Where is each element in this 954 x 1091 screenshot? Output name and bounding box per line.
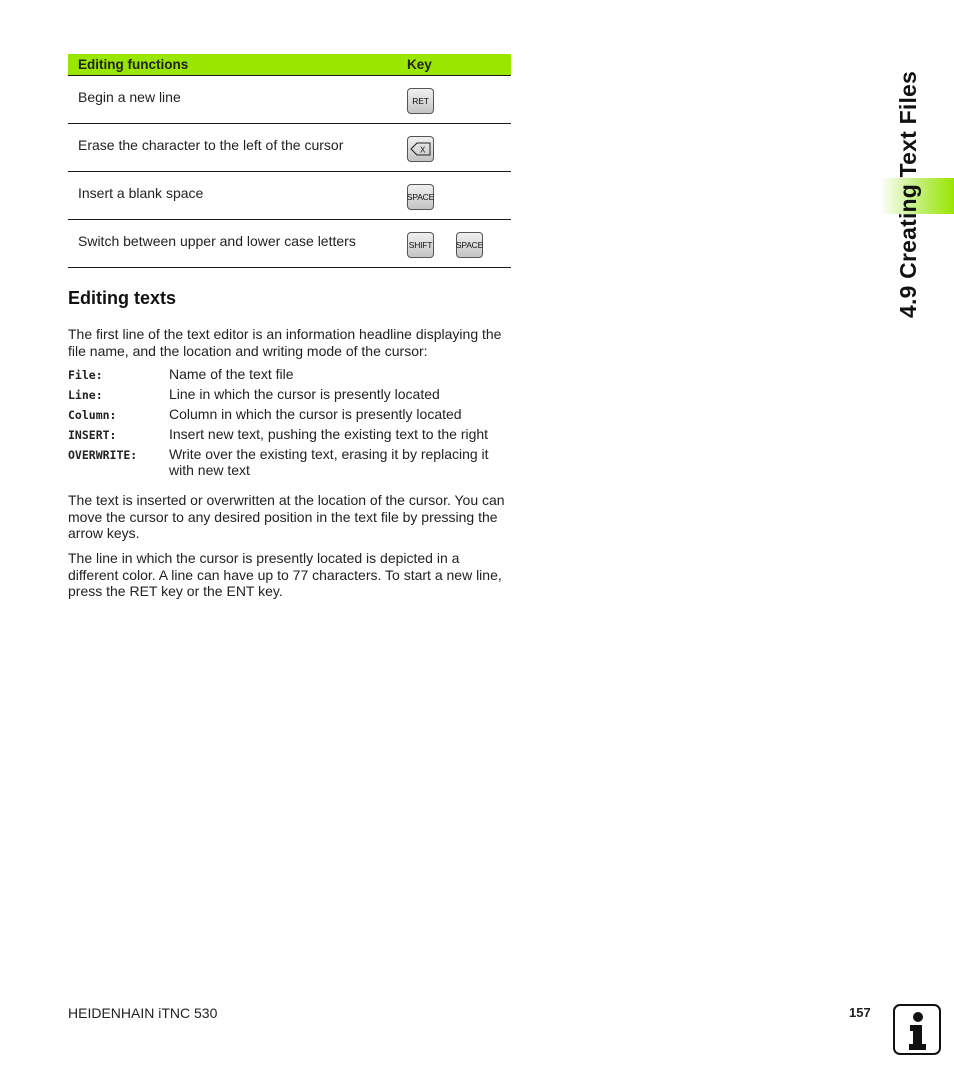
line-color-paragraph: The line in which the cursor is presently located is depicted in a different color. A line can have up to 77 characters. To start a new line, press the RET key or the ENT key. [68,550,502,599]
backspace-key-label: X [419,145,425,155]
backspace-arrow-icon [410,141,432,157]
definition-desc: Insert new text, pushing the existing text to the right [169,426,489,442]
backspace-key-icon [407,136,434,162]
chapter-side-title: 4.9 Creating Text Files [895,70,921,318]
definition-desc: Name of the text file [169,366,294,382]
cursor-paragraph: The text is inserted or overwritten at the location of the cursor. You can move the cursor to any desired position in the text file by pressing the arrow keys. [68,492,505,541]
definition-item [68,386,513,403]
intro-paragraph: The first line of the text editor is an information headline displaying the file name, and the location and writing mode of the cursor: [68,326,502,359]
footer-product: HEIDENHAIN iTNC 530 [68,1005,218,1021]
space-key-icon: SPACE [407,184,434,210]
definition-item [68,366,513,383]
definition-item [68,446,513,478]
row-label: Insert a blank space [78,185,204,201]
row-label: Switch between upper and lower case letters [78,233,356,249]
section-heading: Editing texts [68,288,177,308]
row-label: Begin a new line [78,89,181,105]
definition-item [68,426,513,443]
definition-list [68,366,513,481]
info-i-glyph-icon [895,1006,939,1053]
table-row [68,172,511,220]
header-key: Key [407,57,432,72]
definition-term: Column: [68,408,117,422]
table-row [68,220,511,268]
definition-desc: Write over the existing text, erasing it by replacing it with new text [169,446,489,478]
page-number: 157 [849,1005,871,1020]
space-key-icon: SPACE [456,232,483,258]
editing-functions-table [68,54,511,268]
header-editing-functions: Editing functions [78,57,189,72]
definition-term: Line: [68,388,103,402]
table-row [68,124,511,172]
definition-term: OVERWRITE: [68,448,138,462]
ret-key-icon: RET [407,88,434,114]
table-row [68,76,511,124]
definition-desc: Line in which the cursor is presently located [169,386,440,402]
info-icon [893,1004,941,1055]
definition-item [68,406,513,423]
definition-term: INSERT: [68,428,117,442]
shift-key-icon: SHIFT [407,232,434,258]
row-label: Erase the character to the left of the cursor [78,137,344,153]
definition-desc: Column in which the cursor is presently located [169,406,462,422]
definition-term: File: [68,368,103,382]
table-header [68,54,511,76]
